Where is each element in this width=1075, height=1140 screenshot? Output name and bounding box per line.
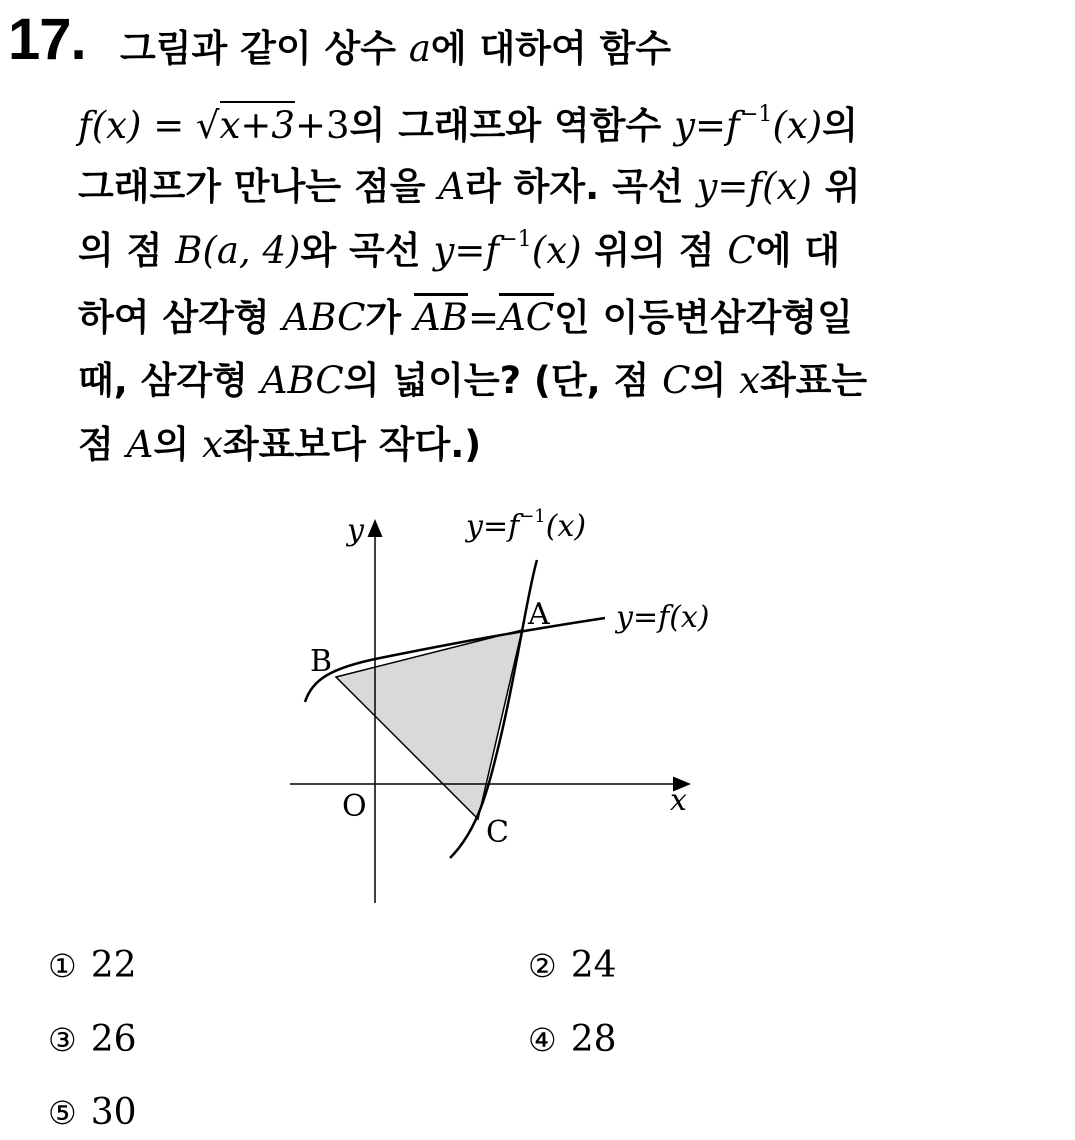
equals-sign: = [467,296,499,339]
question-text: 라 하자. 곡선 [465,165,697,208]
question-text: 의 [822,104,858,147]
question-text: 가 [365,296,415,339]
question-text: 그림과 같이 상수 [120,27,409,70]
plus-three: +3 [294,104,350,147]
point-label-a: A [528,597,550,632]
var-x: x [739,359,760,402]
sqrt-sign: √ [195,104,220,147]
point-C: C [727,229,756,272]
question-text: 하여 삼각형 [78,296,283,339]
question-text: 와 곡선 [300,229,434,272]
question-text: 에 대하여 함수 [430,27,672,70]
choice-value: 24 [570,945,617,986]
question-text: 에 대 [755,229,841,272]
choice-mark: ① [48,947,77,985]
var-a: a [408,27,431,70]
choice-value: 22 [90,945,137,986]
question-text: 의 점 [78,229,176,272]
triangle-ABC: ABC [282,296,366,339]
inverse-sup: −1 [499,226,532,253]
choice-3[interactable] [48,1019,137,1060]
point-A: A [126,423,154,466]
var-x: x [201,423,223,466]
point-label-c: C [486,815,509,850]
function-f: f(x) = [78,104,196,147]
point-C: C [662,359,691,402]
question-text: 의 넓이는? (단, 점 [343,359,663,402]
triangle-ABC: ABC [260,359,344,402]
choice-4[interactable] [528,1019,617,1060]
choice-value: 30 [90,1092,137,1133]
question-text: 위 [811,165,861,208]
curve-f: y=f(x) [696,165,812,208]
question-text: 의 그래프와 역함수 [349,104,675,147]
question-text: 좌표는 [759,359,868,402]
question-text: 좌표보다 작다.) [222,423,482,466]
question-number-text: 17 [8,7,71,72]
choice-5[interactable] [48,1092,137,1133]
axis-label-y: y [347,513,364,548]
origin-label: O [342,789,367,824]
question-text: 그래프가 만나는 점을 [78,165,439,208]
choice-mark: ③ [48,1021,77,1059]
question-text: 인 이등변삼각형일 [554,296,853,339]
question-text: 위의 점 [581,229,728,272]
choice-1[interactable] [48,945,137,986]
point-label-b: B [310,644,333,679]
choice-2[interactable] [528,945,617,986]
axis-label-x: x [670,783,687,818]
inverse-sup: −1 [739,101,773,128]
point-A: A [438,165,466,208]
point-B: B(a, 4) [175,229,301,272]
choice-value: 28 [570,1019,617,1060]
segment-AB: $\overline{AB}$ [414,296,468,339]
label-f: y=f(x) [616,600,710,635]
inverse-function: y=f [674,104,740,147]
choice-mark: ⑤ [48,1094,77,1132]
sqrt-radicand: x+3 [220,101,295,147]
inverse-arg: (x) [531,229,582,272]
choice-mark: ② [528,947,557,985]
inverse-arg: (x) [772,104,823,147]
inverse-function: y=f [433,229,500,272]
choice-mark: ④ [528,1021,557,1059]
question-text: 의 [690,359,740,402]
segment-AC: $\overline{AC}$ [498,296,554,339]
question-text: 점 [78,423,127,466]
label-f-inverse: $y=f^{-1}(x)$ [466,506,587,544]
question-text: 의 [153,423,202,466]
question-text: 때, 삼각형 [78,359,261,402]
choice-value: 26 [90,1019,137,1060]
question-number-dot: . [70,7,86,72]
